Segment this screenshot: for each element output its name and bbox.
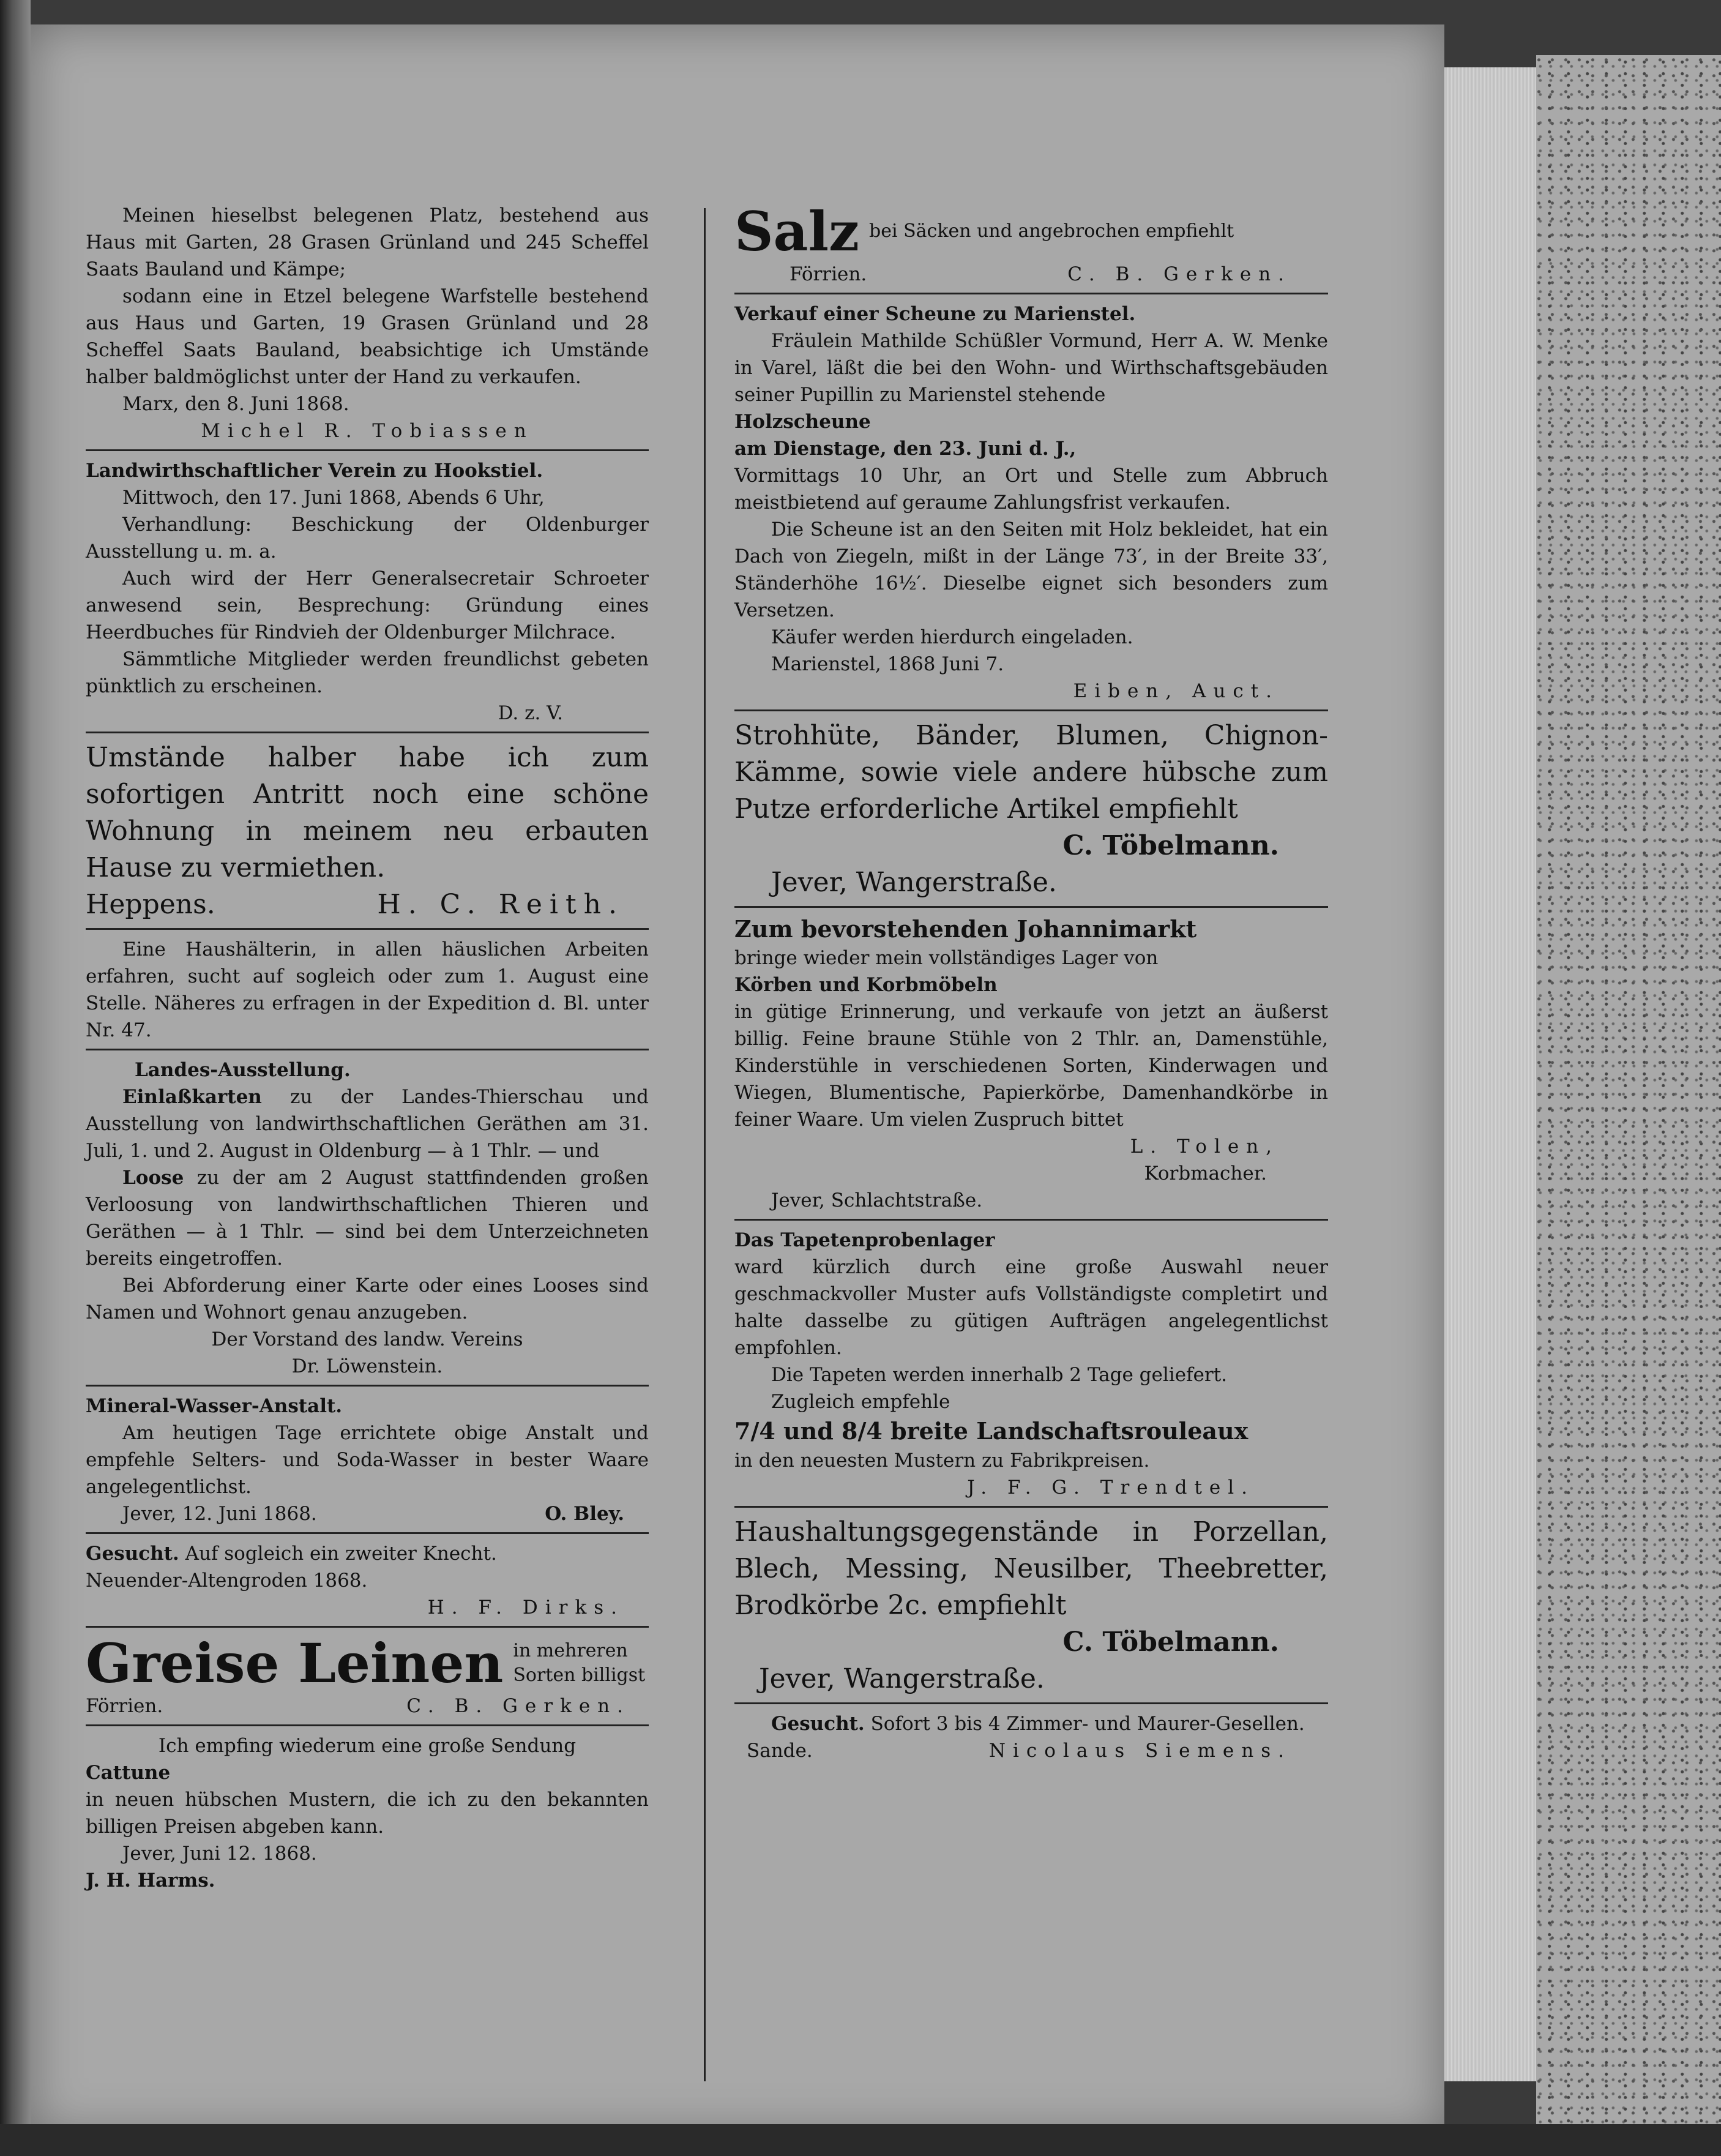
ad-title: Landwirthschaftlicher Verein zu Hookstiel. [86,460,543,482]
ad-separator [86,1724,649,1726]
ad-separator [86,1385,649,1387]
ad-signature: C. Töbelmann. [1062,830,1279,861]
left-column [86,202,649,1894]
ad-text: Strohhüte, Bänder, Blumen, Chignon-Kämme, sowie viele andere hübsche zum Putze erforderliche Artikel empfiehlt [734,720,1328,825]
ad-housekeeper [86,936,649,1044]
ad-place-date: Neuender-Altengroden 1868. [86,1570,368,1592]
ad-text: in gütige Erinnerung, und verkaufe von jetzt an äußerst billig. Feine braune Stühle von 2 Thlr. an, Damenstühle, Kinderstühle in verschiedenen Sorten, Kinderwagen und Wiegen, Blumentische, Papierkörbe, Damenhandkörbe in feiner Waare. Um vielen Zuspruch bittet [734,1001,1328,1131]
ad-text-body: Sofort 3 bis 4 Zimmer- und Maurer-Gesellen. [864,1713,1305,1735]
ad-text-body: zu der am 2 August stattfindenden großen Verloosung von landwirthschaftlichen Thieren und Geräthen — à 1 Thlr. — sind bei dem Unterzeichneten bereits eingetroffen. [86,1167,649,1270]
ad-place: Förrien. [790,263,867,285]
ad-separator [86,1626,649,1628]
ad-wallpaper [734,1227,1328,1501]
ad-signature: Der Vorstand des landw. Vereins [211,1328,523,1350]
ad-barn-sale [734,301,1328,705]
ad-place: Förrien. [86,1695,163,1717]
ad-keyword: Loose [122,1167,184,1189]
ad-separator [86,732,649,733]
ad-journeymen-wanted [734,1710,1328,1764]
ad-text: Bei Abforderung einer Karte oder eines Looses sind Namen und Wohnort genau anzugeben. [86,1275,649,1323]
ad-signature: J. F. G. Trendtel. [967,1477,1255,1499]
ad-title: Verkauf einer Scheune zu Marienstel. [734,303,1136,325]
ad-property-sale [86,202,649,444]
ad-baskets [734,914,1328,1214]
page-stack-edge [1444,67,1536,2081]
ad-title: Zum bevorstehenden Johannimarkt [734,915,1197,943]
ad-subtitle: in mehreren Sorten billigst [513,1640,646,1686]
ad-big-title: Holzscheune [734,411,871,433]
ad-place: Sande. [747,1740,813,1762]
ad-footer [734,1737,1328,1764]
ad-separator [734,709,1328,711]
ad-place-date: Marienstel, 1868 Juni 7. [771,653,1004,675]
ad-text: Die Tapeten werden innerhalb 2 Tage geliefert. [771,1364,1227,1386]
ad-signature: H. C. Reith. [377,889,624,920]
right-column [734,202,1328,1764]
ad-separator [86,1532,649,1534]
ad-text: in den neuesten Mustern zu Fabrikpreisen. [734,1450,1150,1472]
ad-place-date: Marx, den 8. Juni 1868. [122,393,349,415]
ad-agricultural-club [86,457,649,727]
ad-signature: Dr. Löwenstein. [291,1355,443,1377]
ad-text: Eine Haushälterin, in allen häuslichen Arbeiten erfahren, sucht auf sogleich oder zum 1. August eine Stelle. Näheres zu erfragen in der Expedition d. Bl. unter Nr. 47. [86,938,649,1041]
ad-title: Das Tapetenprobenlager [734,1229,995,1251]
ad-separator [734,1219,1328,1221]
ad-linen [86,1631,649,1720]
ad-text [86,1540,649,1567]
ad-separator [734,293,1328,294]
ad-signature: Nicolaus Siemens. [988,1740,1291,1762]
ad-keyword: Gesucht. [86,1543,179,1565]
ad-big-title: Cattune [86,1762,171,1784]
ad-separator [734,906,1328,908]
ad-text: Die Scheune ist an den Seiten mit Holz bekleidet, hat ein Dach von Ziegeln, mißt in der Länge 73′, in der Breite 33′, Ständerhöhe 16½′. Dieselbe eignet sich besonders zum Versetzen. [734,518,1328,621]
ad-signature: H. F. Dirks. [427,1596,624,1619]
ad-exhibition [86,1057,649,1380]
ad-hats [734,717,1328,901]
ad-text: sodann eine in Etzel belegene Warfstelle bestehend aus Haus und Garten, 19 Grasen Grünland und 28 Scheffel Saats Bauland, beabsichtige ich Umstände halber baldmöglichst unter der Hand zu verkaufen. [86,285,649,388]
ad-big-title: Salz [734,200,859,263]
ad-text: Vormittags 10 Uhr, an Ort und Stelle zum Abbruch meistbietend auf geraume Zahlungsfrist verkaufen. [734,465,1328,514]
ad-text-body: Auf sogleich ein zweiter Knecht. [179,1543,497,1565]
ad-signature: C. B. Gerken. [406,1695,630,1717]
ad-text: Sämmtliche Mitglieder werden freundlichst gebeten pünktlich zu erscheinen. [86,648,649,697]
ad-farmhand-wanted [86,1540,649,1621]
ad-headline-row [86,1631,649,1695]
ad-signature: C. B. Gerken. [1067,263,1291,285]
ad-keyword: Gesucht. [771,1713,865,1735]
book-cover [1536,55,1721,2124]
ad-signature: D. z. V. [498,702,563,724]
ad-signature: Eiben, Auct. [1073,680,1279,702]
ad-big-title: Greise Leinen [86,1631,504,1695]
ad-text [86,1164,649,1272]
ad-footer [86,886,649,923]
ad-text-body: zu der Landes-Thierschau und Ausstellung von landwirthschaftlichen Geräthen am 31. Juli, 1. und 2. August in Oldenburg — à 1 Thlr. — und [86,1086,649,1162]
ad-text: Fräulein Mathilde Schüßler Vormund, Herr A. W. Menke in Varel, läßt die bei den Wohn- und Wirthschaftsgebäuden seiner Pupillin zu Marienstel stehende [734,330,1328,406]
ad-footer [86,1693,649,1720]
ad-place: Jever, Wangerstraße. [771,867,1057,898]
column-divider [704,208,706,2081]
ad-signature: J. H. Harms. [86,1870,215,1892]
ad-text [734,1710,1328,1737]
ad-place: Jever, Wangerstraße. [759,1663,1045,1694]
ad-text: in neuen hübschen Mustern, die ich zu den bekannten billigen Preisen abgeben kann. [86,1789,649,1838]
ad-separator [734,1702,1328,1704]
ad-headline-row [734,202,1328,261]
ad-signature: Michel R. Tobiassen [201,420,534,442]
ad-place-date: Jever, 12. Juni 1868. [122,1503,317,1525]
ad-text: ward kürzlich durch eine große Auswahl neuer geschmackvoller Muster aufs Vollständigste completirt und halte dasselbe zu gütigen Aufträgen angelegentlichst empfohlen. [734,1256,1328,1359]
ad-text [86,1084,649,1164]
ad-place: Jever, Schlachtstraße. [771,1189,983,1211]
ad-text: Umstände halber habe ich zum sofortigen Antritt noch eine schöne Wohnung in meinem neu erbauten Hause zu vermiethen. [86,742,649,883]
scan-left-edge [0,0,31,2156]
ad-calico [86,1732,649,1894]
ad-title: Landes-Ausstellung. [135,1059,351,1081]
scan-bottom-edge [0,2124,1721,2156]
ad-date: am Dienstage, den 23. Juni d. J., [734,438,1077,460]
ad-title: Mineral-Wasser-Anstalt. [86,1395,343,1417]
ad-place-date: Jever, Juni 12. 1868. [122,1843,317,1865]
ad-text: Verhandlung: Beschickung der Oldenburger Ausstellung u. m. a. [86,514,649,563]
ad-signature: L. Tolen, [1130,1136,1279,1158]
ad-separator [734,1506,1328,1508]
ad-keyword: Einlaßkarten [122,1086,262,1108]
ad-date: Mittwoch, den 17. Juni 1868, Abends 6 Uhr, [122,487,545,509]
ad-text: Meinen hieselbst belegenen Platz, bestehend aus Haus mit Garten, 28 Grasen Grünland und 245 Scheffel Saats Bauland und Kämpe; [86,204,649,280]
ad-text: Auch wird der Herr Generalsecretair Schroeter anwesend sein, Besprechung: Gründung eines Heerdbuches für Rindvieh der Oldenburger Milchrace. [86,567,649,643]
ad-place: Heppens. [86,889,215,920]
ad-footer [86,1500,649,1527]
ad-text: Haushaltungsgegenstände in Porzellan, Blech, Messing, Neusilber, Theebretter, Brodkörbe 2c. empfiehlt [734,1516,1328,1621]
ad-intro: Ich empfing wiederum eine große Sendung [158,1735,577,1757]
ad-signature: C. Töbelmann. [1062,1626,1279,1658]
ad-salt [734,202,1328,288]
ad-trade: Korbmacher. [1144,1162,1267,1185]
ad-intro: bringe wieder mein vollständiges Lager von [734,947,1159,969]
ad-big-title: Körben und Korbmöbeln [734,974,998,996]
ad-text: Am heutigen Tage errichtete obige Anstalt und empfehle Selters- und Soda-Wasser in bester Waare angelegentlichst. [86,1422,649,1498]
ad-household-goods [734,1514,1328,1697]
ad-big-title: 7/4 und 8/4 breite Landschaftsrouleaux [734,1417,1249,1445]
ad-footer [734,261,1328,288]
ad-subtitle: bei Säcken und angebrochen empfiehlt [868,220,1234,242]
ad-text: Käufer werden hierdurch eingeladen. [771,626,1133,648]
ad-text: Zugleich empfehle [771,1391,950,1413]
ad-separator [86,449,649,451]
ad-mineral-water [86,1393,649,1527]
ad-separator [86,1049,649,1050]
ad-separator [86,928,649,930]
ad-apartment [86,739,649,923]
ad-signature: O. Bley. [545,1503,624,1525]
